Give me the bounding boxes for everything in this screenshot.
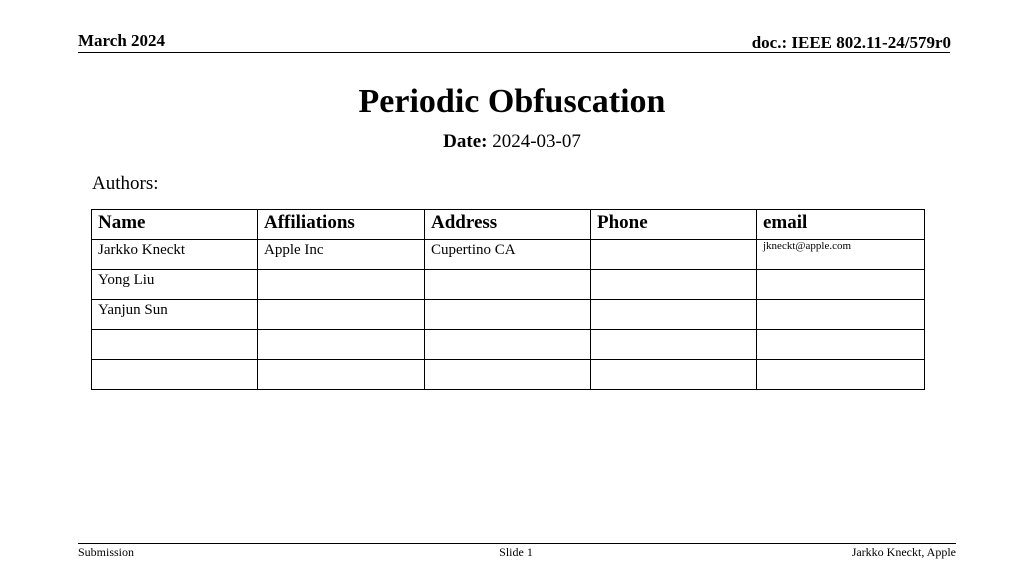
slide-title: Periodic Obfuscation (358, 83, 666, 120)
column-header-affiliations: Affiliations (258, 210, 425, 240)
author-email: jkneckt@apple.com (757, 240, 925, 270)
column-header-name: Name (92, 210, 258, 240)
author-email (757, 270, 925, 300)
table-row (92, 240, 925, 270)
table-header-row (92, 210, 925, 240)
column-header-address: Address (425, 210, 591, 240)
author-name: Yanjun Sun (92, 300, 258, 330)
author-email (757, 300, 925, 330)
author-phone (591, 270, 757, 300)
header-divider (78, 52, 950, 53)
table-row (92, 360, 925, 390)
author-email (757, 330, 925, 360)
date-value: 2024-03-07 (492, 131, 581, 152)
header-date: March 2024 (78, 31, 166, 50)
author-affiliation: Apple Inc (258, 240, 425, 270)
author-phone (591, 330, 757, 360)
table-row (92, 330, 925, 360)
author-address (425, 330, 591, 360)
author-affiliation (258, 300, 425, 330)
author-affiliation (258, 270, 425, 300)
author-name (92, 360, 258, 390)
header-doc-id: doc.: IEEE 802.11-24/579r0 (751, 33, 951, 52)
column-header-email: email (757, 210, 925, 240)
author-email (757, 360, 925, 390)
author-address (425, 270, 591, 300)
table-row (92, 270, 925, 300)
author-phone (591, 360, 757, 390)
author-affiliation (258, 330, 425, 360)
column-header-phone: Phone (591, 210, 757, 240)
author-name (92, 330, 258, 360)
author-affiliation (258, 360, 425, 390)
authors-label: Authors: (92, 173, 159, 194)
author-address: Cupertino CA (425, 240, 591, 270)
date-label: Date: (443, 131, 488, 152)
author-name: Jarkko Kneckt (92, 240, 258, 270)
author-address (425, 360, 591, 390)
table-row (92, 300, 925, 330)
footer-slide-number: Slide 1 (499, 545, 533, 559)
author-phone (591, 240, 757, 270)
footer-submission: Submission (78, 545, 135, 559)
author-name: Yong Liu (92, 270, 258, 300)
author-address (425, 300, 591, 330)
authors-table (91, 209, 925, 390)
author-phone (591, 300, 757, 330)
footer-author: Jarkko Kneckt, Apple (851, 545, 956, 559)
date-line (0, 131, 1024, 153)
footer-divider (78, 543, 956, 544)
